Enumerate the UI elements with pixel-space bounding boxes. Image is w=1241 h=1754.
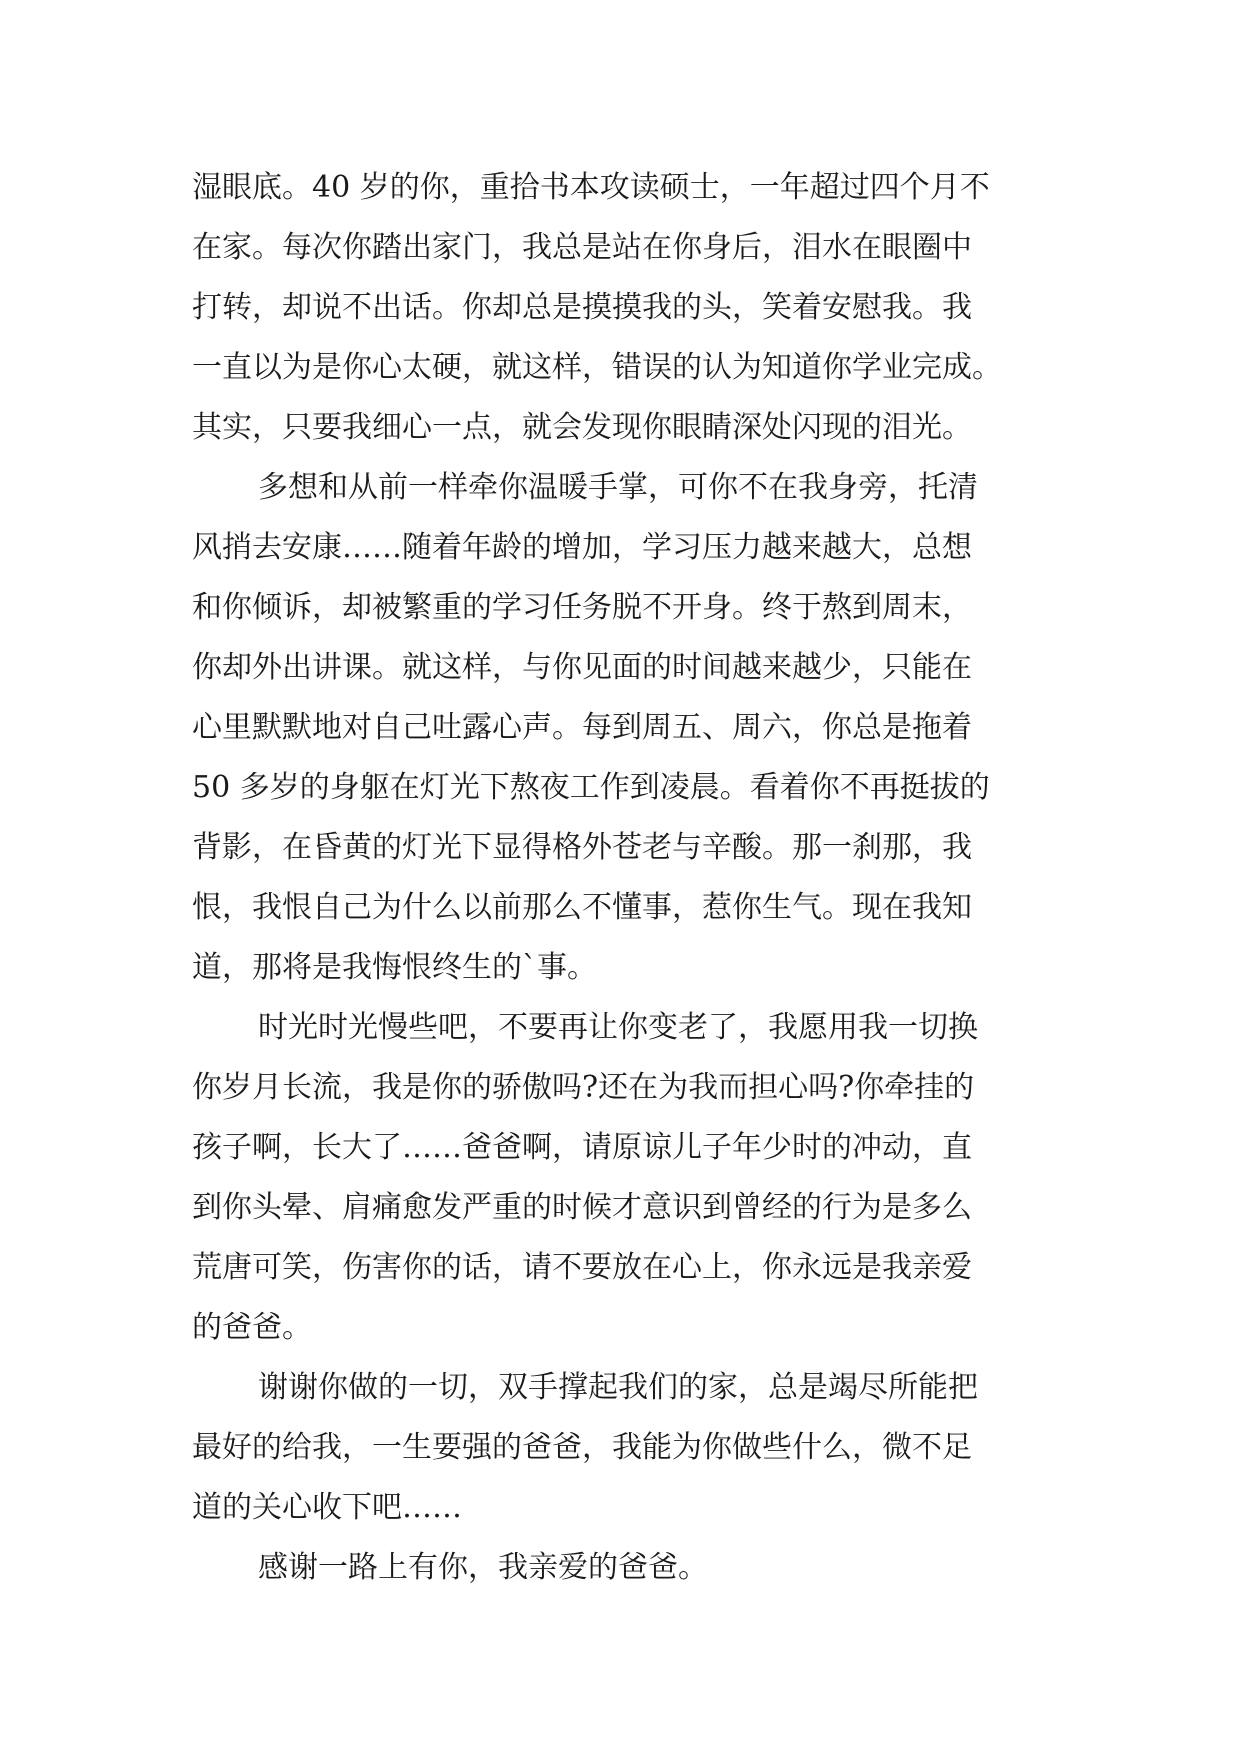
paragraph-5 — [192, 1538, 1072, 1598]
text-line: 50 多岁的身躯在灯光下熬夜工作到凌晨。看着你不再挺拔的 — [192, 770, 990, 805]
text-line: 最好的给我，一生要强的爸爸，我能为你做些什么，微不足 — [192, 1430, 972, 1465]
text-line: 道，那将是我悔恨终生的`事。 — [192, 950, 597, 985]
text-line: 时光时光慢些吧，不要再让你变老了，我愿用我一切换 — [258, 1010, 978, 1045]
text-line: 谢谢你做的一切，双手撑起我们的家，总是竭尽所能把 — [258, 1370, 978, 1405]
text-line: 打转，却说不出话。你却总是摸摸我的头，笑着安慰我。我 — [192, 290, 972, 325]
text-line: 感谢一路上有你，我亲爱的爸爸。 — [258, 1550, 708, 1585]
text-line: 一直以为是你心太硬，就这样，错误的认为知道你学业完成。 — [192, 350, 1002, 385]
text-line: 到你头晕、肩痛愈发严重的时候才意识到曾经的行为是多么 — [192, 1190, 972, 1225]
paragraph-4 — [192, 1358, 1072, 1538]
text-line: 背影，在昏黄的灯光下显得格外苍老与辛酸。那一刹那，我 — [192, 830, 972, 865]
text-line: 恨，我恨自己为什么以前那么不懂事，惹你生气。现在我知 — [192, 890, 972, 925]
text-line: 在家。每次你踏出家门，我总是站在你身后，泪水在眼圈中 — [192, 230, 972, 265]
text-line: 其实，只要我细心一点，就会发现你眼睛深处闪现的泪光。 — [192, 410, 972, 445]
text-line: 风捎去安康……随着年龄的增加，学习压力越来越大，总想 — [192, 530, 972, 565]
text-line: 孩子啊，长大了……爸爸啊，请原谅儿子年少时的冲动，直 — [192, 1130, 972, 1165]
document-body — [192, 158, 1072, 1598]
paragraph-2 — [192, 458, 1072, 998]
text-line: 和你倾诉，却被繁重的学习任务脱不开身。终于熬到周末， — [192, 590, 972, 625]
text-line: 荒唐可笑，伤害你的话，请不要放在心上，你永远是我亲爱 — [192, 1250, 972, 1285]
text-line: 你却外出讲课。就这样，与你见面的时间越来越少，只能在 — [192, 650, 972, 685]
text-line: 的爸爸。 — [192, 1310, 312, 1345]
text-line: 多想和从前一样牵你温暖手掌，可你不在我身旁，托清 — [258, 470, 978, 505]
paragraph-1 — [192, 158, 1072, 458]
text-line: 心里默默地对自己吐露心声。每到周五、周六，你总是拖着 — [192, 710, 972, 745]
text-line: 你岁月长流，我是你的骄傲吗?还在为我而担心吗?你牵挂的 — [192, 1070, 975, 1105]
text-line: 道的关心收下吧…… — [192, 1490, 462, 1525]
text-line: 湿眼底。40 岁的你，重拾书本攻读硕士，一年超过四个月不 — [192, 170, 990, 205]
paragraph-3 — [192, 998, 1072, 1358]
